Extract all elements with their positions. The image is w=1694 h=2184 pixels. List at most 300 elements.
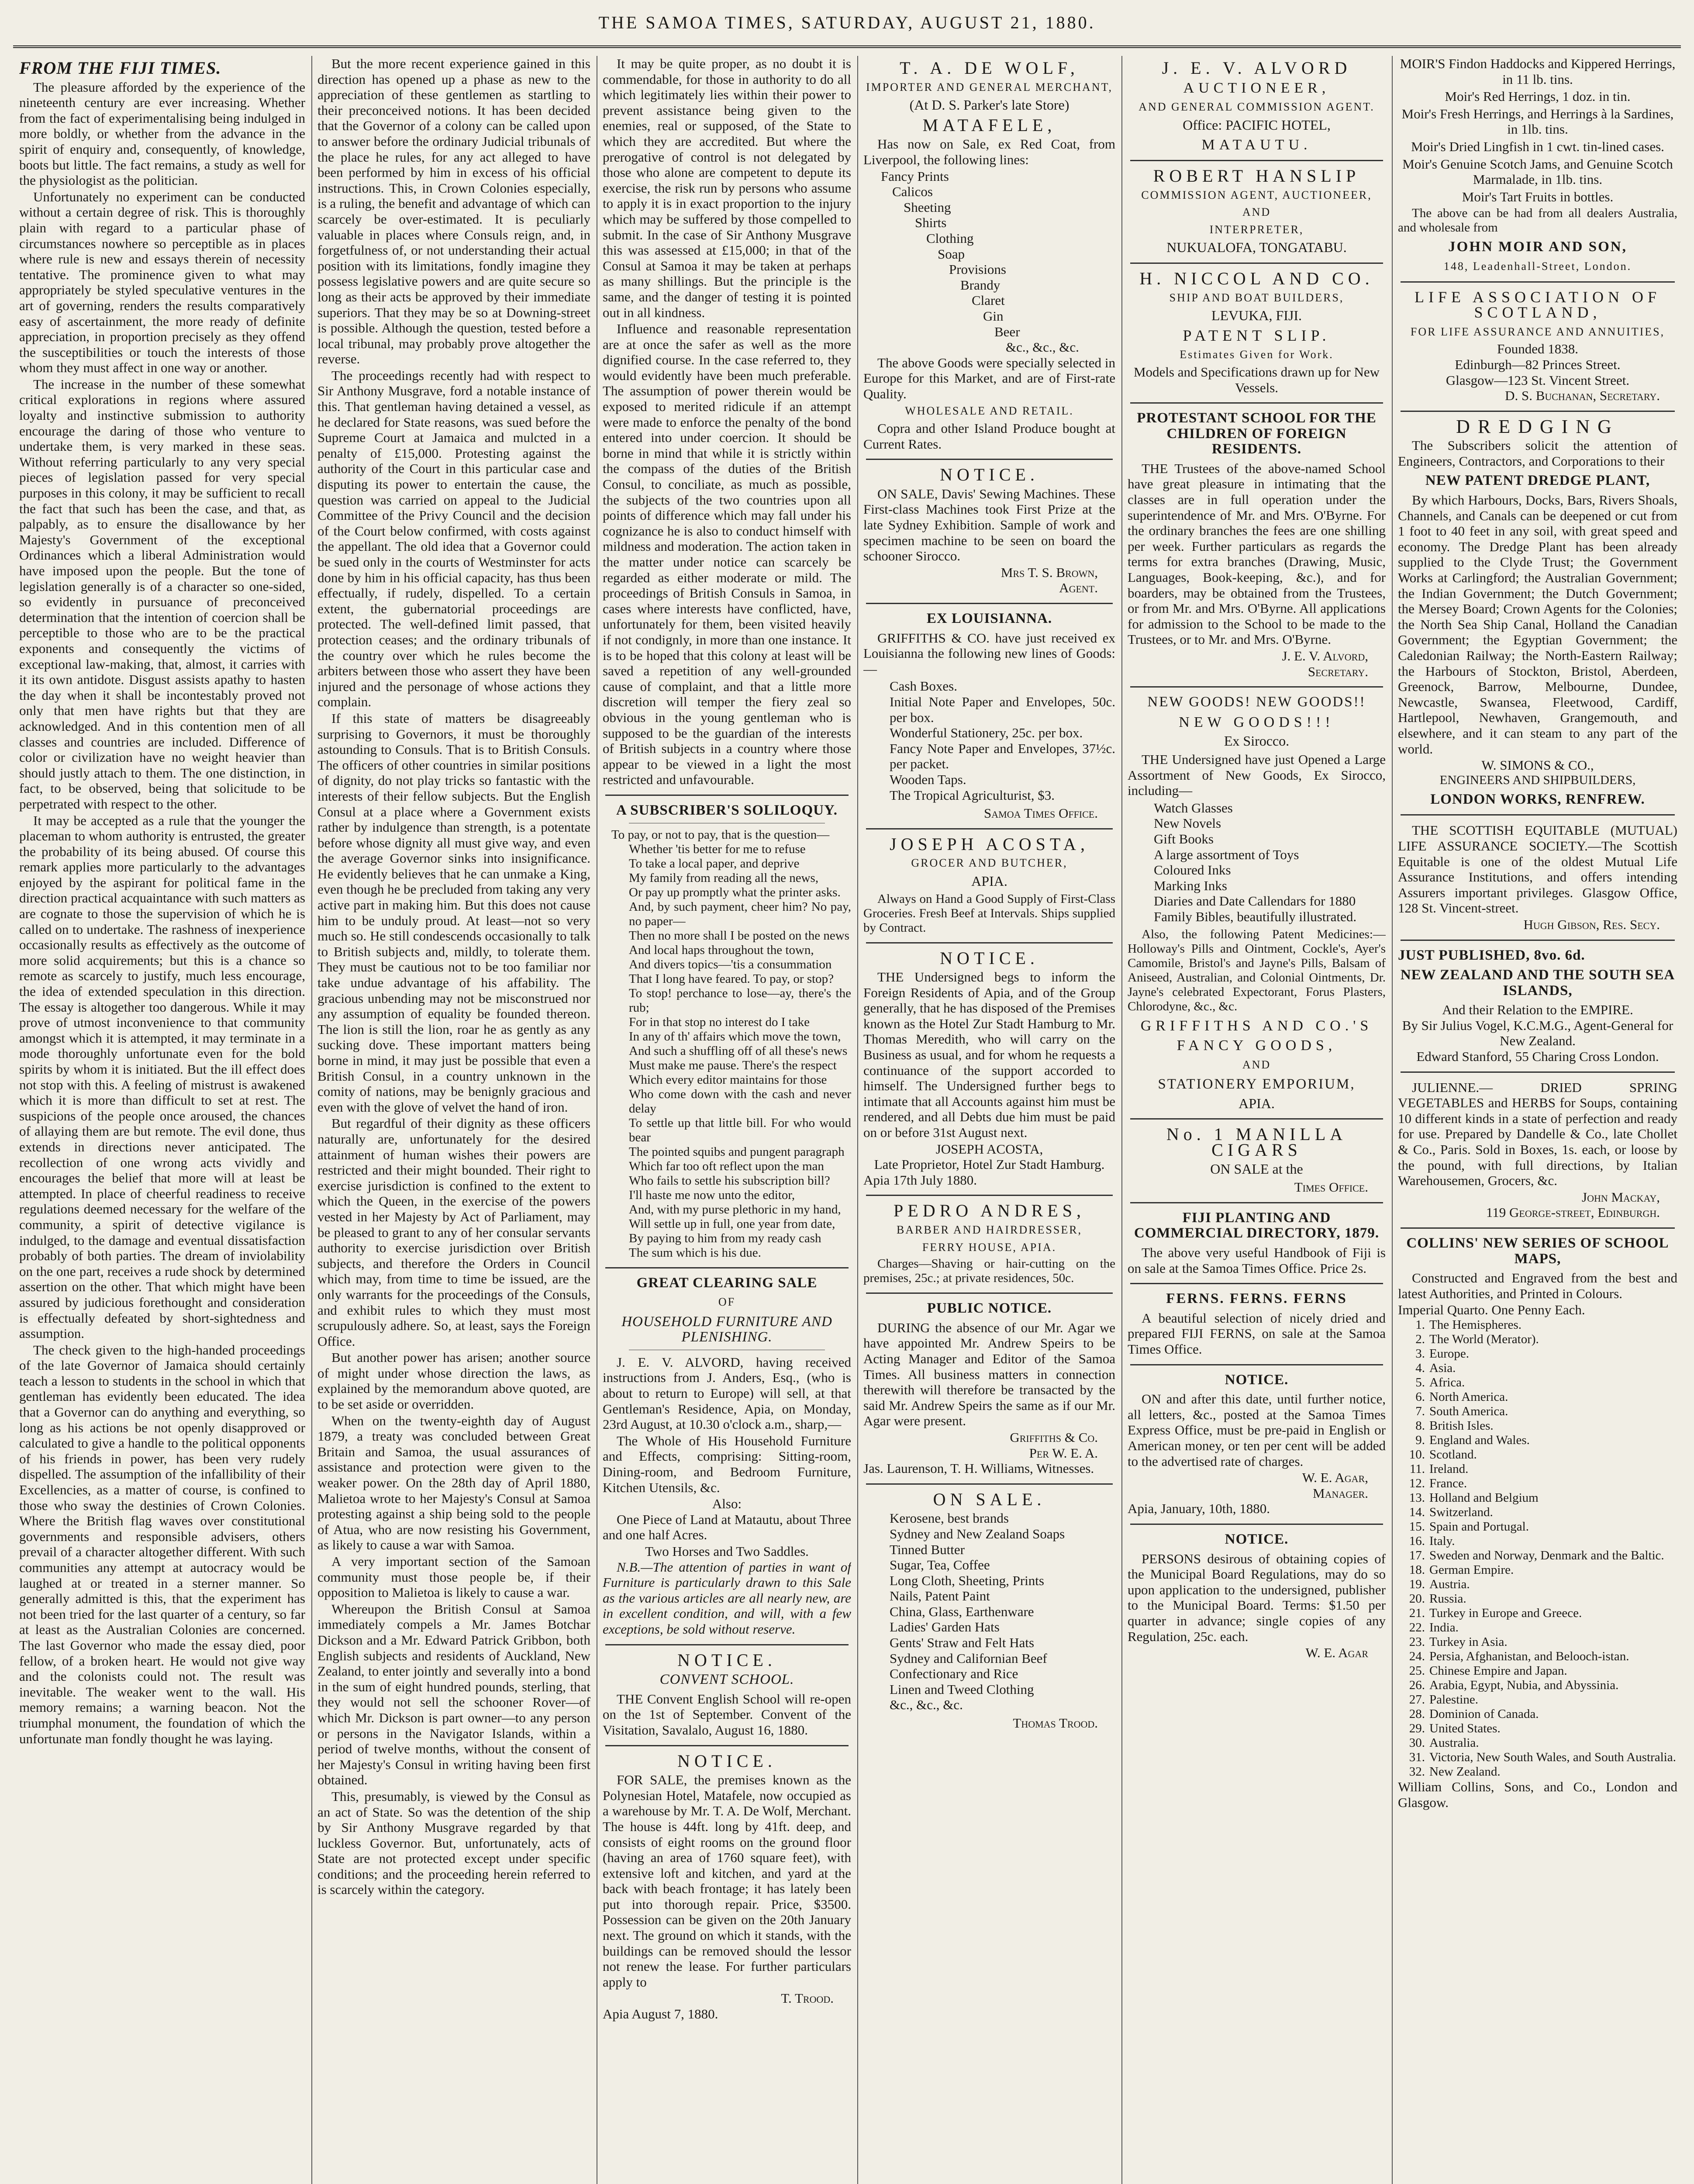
advert-title: ON SALE. [933, 1489, 1046, 1509]
advert-name: J. E. V. ALVORD [1162, 58, 1352, 78]
map-number: 10. [1409, 1447, 1425, 1462]
map-item [1398, 1534, 1677, 1548]
map-title: United States. [1429, 1721, 1501, 1735]
advert-subtitle: GROCER AND BUTCHER, [911, 857, 1068, 870]
map-title: Asia. [1429, 1361, 1456, 1375]
divider [1401, 411, 1675, 412]
map-title: Italy. [1429, 1534, 1455, 1548]
map-title: North America. [1429, 1389, 1508, 1404]
advert-place: NUKUALOFA, TONGATABU. [1166, 239, 1347, 256]
map-number: 29. [1409, 1721, 1425, 1735]
advert-wholesale: WHOLESALE AND RETAIL. [905, 404, 1074, 418]
map-item [1398, 1318, 1677, 1332]
map-number: 13. [1409, 1490, 1425, 1505]
advert-title: NEW GOODS!!! [1179, 714, 1335, 730]
map-title: Australia. [1429, 1735, 1479, 1750]
goods-list [890, 1510, 1115, 1713]
poem-line: I'll haste me now unto the editor, [629, 1188, 795, 1202]
column-1 [19, 56, 305, 2184]
advert-subtitle: IMPORTER AND GENERAL MERCHANT, [866, 80, 1113, 93]
advert-subtitle: Times Office. [1294, 1179, 1368, 1195]
map-number: 9. [1415, 1433, 1425, 1447]
article-paragraph: The proceedings recently had with respect to Sir Anthony Musgrave, ford a notable instance of this. That gentleman having detained a vessel, as he declared for State reasons, was sued before the Supreme Court at Jamaica and mulcted in a penalty of £15,000. Protesting against the authority of the Court in this particular case and disputing its power to entertain the cause, the question was carried on appeal to the Judicial Committee of the Privy Council and the decision of the Court below confirmed, with costs against the appellant. The old idea that a Governor could be sued only in the courts of Westminster for acts done by him in his official capacity, has thus been effectually, if rudely, dispelled. To a certain extent, the gubernatorial proceedings are protected. The well-defined limit passed, that protection ceases; and the ordinary tribunals of the country over which he rules become the arbiters between those who assert they have been injured and the personage of whose actions they complain. [317, 367, 590, 710]
divider [866, 1195, 1113, 1196]
advert-title: No. 1 MANILLA CIGARS [1166, 1124, 1347, 1160]
poem-line: Will settle up in full, one year from date, [629, 1216, 835, 1231]
advert-title: DREDGING [1456, 415, 1619, 437]
map-number: 30. [1409, 1735, 1425, 1750]
advert-note: The above Goods were specially selected in Europe for this Market, and are of First-rate Quality. [863, 355, 1115, 401]
goods-item: Gift Books [1154, 831, 1214, 847]
map-title: Persia, Afghanistan, and Belooch-istan. [1429, 1649, 1629, 1663]
maps-list [1398, 1318, 1677, 1779]
goods-item: The Tropical Agriculturist, $3. [890, 787, 1055, 803]
advert-body: The above very useful Handbook of Fiji is on sale at the Samoa Times Office. Price 2s. [1128, 1245, 1386, 1276]
map-number: 15. [1409, 1519, 1425, 1534]
divider [605, 1267, 849, 1268]
column-3 [603, 56, 851, 2184]
map-title: Austria. [1429, 1577, 1470, 1591]
advert-body: Always on Hand a Good Supply of First-Class Groceries. Fresh Beef at Intervals. Ships supplied by Contract. [863, 892, 1115, 935]
map-title: Switzerland. [1429, 1505, 1493, 1519]
poem-line: And, by such payment, cheer him? No pay, no paper— [629, 899, 851, 928]
goods-item: &c., &c., &c. [890, 1697, 963, 1713]
goods-item: Tinned Butter [890, 1541, 965, 1557]
map-item [1398, 1592, 1677, 1606]
goods-item: &c., &c., &c. [1006, 339, 1079, 355]
sale-items: The Whole of His Household Furniture and Effects, comprising: Sitting-room, Dining-room, and Bedroom Furniture, Kitchen Utensils, &c. [603, 1433, 851, 1495]
poem-line: And, with my purse plethoric in my hand, [629, 1202, 841, 1216]
advert-signature: ENGINEERS AND SHIPBUILDERS, [1439, 773, 1636, 787]
map-item [1398, 1462, 1677, 1476]
advert-address: Edinburgh—82 Princes Street. [1455, 356, 1621, 372]
map-item [1398, 1390, 1677, 1404]
article-title: FROM THE FIJI TIMES. [19, 58, 221, 78]
advert-name: ROBERT HANSLIP [1153, 166, 1360, 186]
goods-item: A large assortment of Toys [1154, 847, 1299, 862]
map-title: New Zealand. [1429, 1764, 1501, 1779]
map-title: Africa. [1429, 1375, 1465, 1389]
map-number: 24. [1409, 1649, 1425, 1663]
notice-witnesses: Jas. Laurenson, T. H. Williams, Witnesses. [863, 1461, 1094, 1476]
map-item [1398, 1693, 1677, 1707]
advert-subtitle: Imperial Quarto. One Penny Each. [1398, 1302, 1585, 1318]
advert-body: Has now on Sale, ex Red Coat, from Liverpool, the following lines: [863, 136, 1115, 167]
map-number: 14. [1409, 1505, 1425, 1519]
advert-name: JOHN MOIR AND SON, [1448, 239, 1627, 255]
map-number: 31. [1409, 1750, 1425, 1764]
map-item [1398, 1664, 1677, 1678]
sale-land: One Piece of Land at Matautu, about Three and one half Acres. [603, 1511, 851, 1543]
divider [866, 942, 1113, 943]
article-paragraph: But another power has arisen; another source of might under whose direction the laws, as explained by the memorandum above quoted, are to be set aside or overridden. [317, 1350, 590, 1412]
map-number: 26. [1409, 1678, 1425, 1692]
goods-item: Fancy Prints [881, 168, 949, 184]
advert-place: FERRY HOUSE, APIA. [922, 1241, 1057, 1254]
notice-body: ON and after this date, until further notice, all letters, &c., posted at the Samoa Times Express Office, must be pre-paid in English or American money, or ten per cent will be added to the advertised rate of charges. [1128, 1391, 1386, 1469]
divider [1401, 1227, 1675, 1229]
notice-signature: Per W. E. A. [1029, 1445, 1098, 1461]
advert-title: EX LOUISIANNA. [926, 611, 1052, 626]
divider [866, 1483, 1113, 1485]
poem-line: Must make me pause. There's the respect [629, 1058, 837, 1072]
advert-signature: 119 George-street, Edinburgh. [1486, 1205, 1660, 1220]
advert-line: Moir's Fresh Herrings, and Herrings à la Sardines, in 1lb. tins. [1401, 106, 1674, 137]
map-title: France. [1429, 1476, 1467, 1490]
advert-office: Office: PACIFIC HOTEL, [1183, 117, 1331, 133]
divider [866, 603, 1113, 604]
article-paragraph: If this state of matters be disagreeably surprising to Governors, it must be thoroughly astounding to Consuls. That is to British Consuls. The officers of other countries in similar positions of dignity, do not play tricks so fantastic with the interests of their fellow subjects. But the English Consul at a place where a Government exists rather by indulgence than strength, is a potentate before whose dignity all must give way, and even the average Governor sinks into insignificance. He evidently believes that he can unmake a King, even though he be precluded from taking any very active part in making him. But this does not cause him to be unduly proud. At least—not so very much so. He still condescends occasionally to talk to British subjects and, mildly, to tolerate them. They must be cautious not to be too familiar nor take undue advantage of his affability. The gracious unbending may not be misconstrued nor any assumption of equality be founded thereon. The lion is still the lion, roar he as gently as any sucking dove. These important matters being borne in mind, it may just be possible that even a British Consul, in a country unknown in the comity of nations, may be benignly gracious and even with the glove of velvet the hand of iron. [317, 710, 590, 1115]
advert-body: A beautiful selection of nicely dried and prepared FIJI FERNS, on sale at the Samoa Times Office. [1128, 1310, 1386, 1357]
goods-item: Diaries and Date Callendars for 1880 [1154, 893, 1356, 909]
advert-subtitle: NEW PATENT DREDGE PLANT, [1425, 473, 1650, 489]
advert-note: The above can be had from all dealers Australia, and wholesale from [1398, 206, 1677, 235]
divider [1130, 1524, 1383, 1525]
map-title: Dominion of Canada. [1429, 1707, 1539, 1721]
advert-address: 148, Leadenhall-Street, London. [1443, 259, 1632, 273]
map-title: Turkey in Europe and Greece. [1429, 1606, 1582, 1620]
divider [1130, 686, 1383, 688]
notice-signature: Manager. [1313, 1485, 1368, 1501]
map-item [1398, 1750, 1677, 1765]
advert-line: Moir's Dried Lingfish in 1 cwt. tin-lined cases. [1411, 138, 1664, 154]
advert-title: PROTESTANT SCHOOL FOR THE CHILDREN OF FOREIGN RESIDENTS. [1137, 410, 1377, 457]
map-title: Palestine. [1429, 1692, 1478, 1707]
goods-item: Clothing [926, 230, 974, 246]
goods-item: Family Bibles, beautifully illustrated. [1154, 909, 1357, 924]
divider [605, 1644, 849, 1645]
poem-line: Then no more shall I be posted on the news [629, 928, 849, 943]
map-number: 2. [1415, 1332, 1425, 1346]
article-paragraph: It may be accepted as a rule that the younger the placeman to whom authority is entrusted, the greater the probability of its being abused. Of course this remark applies more particularly to the advantages enjoyed by the aspirant for political fame in the direction practical acquaintance with such matters as are cognate to those the supervision of which he is called on to undertake. The rashness of inexperience occasionally results as effectively as the outcome of more solid acquirements; but this is a chance so remote as scarcely to justify, much less encourage, the idea of extended speculation in this direction. The essay is altogether too dangerous. While it may prove of utmost inconvenience to that community amongst which it is attempted, it may terminate in a mode thoroughly unfortunate even for the bold spirits by whom it is initiated. But the ill effect does not stop with this. A feeling of mistrust is awakened which it is more than difficult to set at rest. The suspicions of the people once aroused, the chances of allaying them are but remote. The evil done, thus extends in directions never anticipated. The recollection of one wrong acts vividly and encourages the belief that more will at least be attempted. In place of cheerful readiness to receive regulations deemed necessary for the welfare of the community, a spirit of detective vigilance is indulged, to the damage and eventual dissatisfaction probably of both parties. The dream of inviolability on the one part, receives a rude shock by determined assertion on the other. That which might have been assured by judicious forethought and consideration is effectually defeated by short-sightedness and assumption. [19, 812, 305, 1341]
map-number: 19. [1409, 1577, 1425, 1591]
advert-title: FIJI PLANTING AND COMMERCIAL DIRECTORY, 1879. [1134, 1209, 1380, 1241]
notice-signature: Griffiths & Co. [1010, 1429, 1098, 1445]
goods-item: Nails, Patent Paint [890, 1588, 990, 1604]
advert-place: LEVUKA, FIJI. [1211, 308, 1302, 324]
map-item [1398, 1375, 1677, 1390]
goods-item: Watch Glasses [1154, 800, 1233, 816]
poem-line: To stop! perchance to lose—ay, there's the rub; [629, 986, 851, 1015]
advert-author: By Sir Julius Vogel, K.C.M.G., Agent-General for New Zealand. [1402, 1017, 1673, 1049]
map-number: 4. [1415, 1361, 1425, 1375]
map-number: 16. [1409, 1534, 1425, 1548]
goods-item: Sugar, Tea, Coffee [890, 1557, 990, 1573]
map-item [1398, 1563, 1677, 1577]
advert-title: COLLINS' NEW SERIES OF SCHOOL MAPS, [1406, 1235, 1669, 1267]
notice-title: NOTICE. [1225, 1372, 1289, 1388]
notice-signature: Mrs T. S. Brown, [1001, 564, 1098, 580]
map-item [1398, 1361, 1677, 1375]
notice-signature: W. E. Agar [1305, 1645, 1368, 1661]
poem-line: Who fails to settle his subscription bill? [629, 1173, 830, 1188]
map-item [1398, 1505, 1677, 1520]
map-number: 27. [1409, 1692, 1425, 1707]
advert-signature: Hugh Gibson, Res. Secy. [1523, 916, 1660, 932]
poem-line: And local haps throughout the town, [629, 943, 814, 957]
poem-line: And divers topics—'tis a consummation [629, 957, 832, 971]
notice-body: PERSONS desirous of obtaining copies of the Municipal Board Regulations, may do so upon application to the undersigned, publisher to the Municipal Board. Terms: $1.50 per quarter in advance; single copies of any Regulation, 25c. each. [1128, 1551, 1386, 1644]
advert-title: NEW ZEALAND AND THE SOUTH SEA ISLANDS, [1400, 967, 1675, 999]
map-title: Arabia, Egypt, Nubia, and Abyssinia. [1429, 1678, 1619, 1692]
notice-body: ON SALE, Davis' Sewing Machines. These First-class Machines took First Prize at the late Sydney Exhibition. Sample of work and specimen machine to be seen on board the schooner Sirocco. [863, 486, 1115, 564]
poem-line: To settle up that little bill. For who would bear [629, 1116, 851, 1144]
goods-item: Sydney and Californian Beef [890, 1650, 1047, 1666]
map-number: 21. [1409, 1606, 1425, 1620]
poem-line: My family from reading all the news, [629, 871, 819, 885]
column-5 [1128, 56, 1386, 2184]
notice-title: NOTICE. [1225, 1531, 1289, 1547]
poem-line: For in that stop no interest do I take [629, 1015, 810, 1029]
advert-subtitle: ON SALE at the [1210, 1161, 1303, 1177]
advert-subtitle: AND GENERAL COMMISSION AGENT. [1139, 100, 1375, 114]
poem-line: By paying to him from my ready cash [629, 1231, 821, 1245]
poem-line: To pay, or not to pay, that is the question— [611, 827, 830, 842]
map-item [1398, 1765, 1677, 1779]
divider [1401, 281, 1675, 283]
notice-title: NOTICE. [940, 465, 1039, 485]
goods-item: Coloured Inks [1154, 862, 1231, 878]
map-item [1398, 1332, 1677, 1347]
map-item [1398, 1476, 1677, 1491]
notice-subtitle: CONVENT SCHOOL. [659, 1672, 794, 1688]
advert-body: GRIFFITHS & CO. have just received ex Louisianna the following new lines of Goods:— [863, 630, 1115, 677]
map-item [1398, 1649, 1677, 1664]
advert-title: GRIFFITHS AND CO.'S [1140, 1017, 1373, 1034]
notice-title: PUBLIC NOTICE. [927, 1300, 1052, 1317]
map-item [1398, 1404, 1677, 1419]
advert-subtitle: AUCTIONEER, [1183, 79, 1330, 96]
map-item [1398, 1721, 1677, 1736]
map-item [1398, 1520, 1677, 1534]
divider [1130, 402, 1383, 404]
goods-item: Kerosene, best brands [890, 1510, 1009, 1526]
notice-signature: JOSEPH ACOSTA, [935, 1141, 1043, 1157]
advert-body: The Subscribers solicit the attention of Engineers, Contractors, and Corporations to their [1398, 438, 1677, 469]
goods-item: Provisions [949, 262, 1006, 277]
column-4 [863, 56, 1115, 2184]
map-number: 3. [1415, 1346, 1425, 1361]
advert-place: MATAFELE, [922, 115, 1056, 135]
goods-item: Cash Boxes. [890, 678, 957, 694]
divider [866, 828, 1113, 829]
advert-copra: Copra and other Island Produce bought at Current Rates. [863, 421, 1115, 452]
map-item [1398, 1577, 1677, 1592]
sale-nb: N.B.—The attention of parties in want of Furniture is particularly drawn to this Sale as the various articles are all nearly new, are in excellent condition, and will, with a few exceptions, be sold without reserve. [603, 1559, 851, 1637]
advert-subtitle: Ex Sirocco. [1224, 733, 1290, 749]
map-item [1398, 1491, 1677, 1505]
divider [1130, 263, 1383, 264]
goods-item: Wonderful Stationery, 25c. per box. [890, 725, 1083, 741]
poem-line: Or pay up promptly what the printer asks. [629, 885, 841, 899]
map-title: Chinese Empire and Japan. [1429, 1663, 1567, 1678]
map-item [1398, 1448, 1677, 1462]
advert-name: T. A. DE WOLF, [900, 58, 1079, 78]
divider [1401, 1071, 1675, 1073]
divider [1130, 1118, 1383, 1120]
map-title: Spain and Portugal. [1429, 1519, 1529, 1534]
advert-place: MATAUTU. [1201, 137, 1312, 153]
advert-subtitle: COMMISSION AGENT, AUCTIONEER, [1141, 188, 1372, 201]
map-number: 17. [1409, 1548, 1425, 1562]
map-number: 28. [1409, 1707, 1425, 1721]
map-title: England and Wales. [1429, 1433, 1530, 1447]
divider [1130, 160, 1383, 161]
advert-note: Also, the following Patent Medicines:—Holloway's Pills and Ointment, Cockle's, Ayer's Camomile, Bristol's and Jayne's Pills, Balsam of Aniseed, Australian, and Colonial Ointments, Dr. Jayne's celebrated Expectorant, Forus Plasters, Chlorodyne, &c., &c. [1128, 927, 1386, 1013]
map-title: The Hemispheres. [1429, 1317, 1521, 1332]
map-title: German Empire. [1429, 1562, 1514, 1577]
masthead-rule [13, 45, 1681, 48]
sale-title: GREAT CLEARING SALE [636, 1275, 818, 1291]
article-paragraph: The increase in the number of these somewhat critical explorations in regions where assured loyalty and instinctive submission to authority encourage the daring of those who venture to undertake them, is very marked in these seas. Without referring particularly to any very special pieces of legislation passed for very special purposes in this colony, it may be sufficient to recall the fact that such has been the case, and that, as palpably, as to ensure the disallowance by her Majesty's Government of the exceptional Ordinances which a liberal Administration would have imposed upon the people. But the tone of legislation generally is of a character so one-sided, so evidently in pursuance of preconceived determination that the intention of coercion shall be perceptible to those who are to be the practical exponents and consequently the victims of exceptional law-making, that, almost, it carries with it its own antidote. Disgust assists apathy to hasten the day when it shall be incontestably proved not only that men have rights but that they are acknowledged. And in this contention men of all classes and countries are included. Difference of color or civilization have no weight heavier than should justly attach to them. The one distinction, in fact, to be observed, being that solicitude to be perpetrated with respect to the other. [19, 376, 305, 812]
map-title: Scotland. [1429, 1447, 1477, 1462]
map-item [1398, 1707, 1677, 1721]
map-title: Holland and Belgium [1429, 1490, 1539, 1505]
article-paragraph: When on the twenty-eighth day of August 1879, a treaty was concluded between Great Britain and Samoa, the usual assurances of assistance and protection were given to the weaker power. On the 28th day of April 1880, Malietoa wrote to her Majesty's Consul at Samoa protesting against a ship being sold to the people of Atua, who are now resisting his Government, as likely to cause a war with Samoa. [317, 1413, 590, 1553]
poem-line: Whether 'tis better for me to refuse [629, 842, 806, 856]
column-6 [1398, 56, 1677, 2184]
map-title: British Isles. [1429, 1418, 1494, 1433]
notice-date: Apia, January, 10th, 1880. [1128, 1501, 1270, 1517]
masthead: THE SAMOA TIMES, SATURDAY, AUGUST 21, 1880. [598, 13, 1096, 32]
poem-line: Which far too oft reflect upon the man [629, 1159, 824, 1173]
advert-title: FERNS. FERNS. FERNS [1166, 1291, 1347, 1307]
advert-body: JULIENNE.— DRIED SPRING VEGETABLES and HERBS for Soups, containing 10 different kinds in a state of perfection and ready for use. Prepared by Dandelle & Co., late Chollet & Co., Paris. Sold in Boxes, 1s. each, or loose by the pound, with full directions, by Italian Warehousemen, Grocers, &c. [1398, 1079, 1677, 1189]
divider [1401, 940, 1675, 941]
notice-signature: Agent. [1059, 580, 1098, 596]
notice-signature: T. Trood. [781, 1990, 834, 2006]
advert-body: By which Harbours, Docks, Bars, Rivers Shoals, Channels, and Canals can be deepened or cut from 1 foot to 40 feet in any soil, with great speed and economy. The Dredge Plant has been already supplied to the Clyde Trust; the Government Works at Carlingford; the Australian Government; the Indian Government; the Dutch Government; the Mersey Board; Crown Agents for the Colonies; the North Sea Ship Canal, Holland the Canadian Government; the Egyptian Government; the Caledonian Railway; the North-Eastern Railway; the Harbours of Stockton, Bristol, Aberdeen, Greenock, Barrow, Melbourne, Dundee, Newcastle, Swansea, Fleetwood, Cardiff, Hartlepool, Newhaven, Grangemouth, and elsewhere, and it can steam to any part of the world. [1398, 492, 1677, 757]
advert-signature: John Mackay, [1582, 1189, 1660, 1205]
advert-name: JOSEPH ACOSTA, [890, 834, 1089, 854]
column-rule [857, 56, 858, 2184]
advert-signature: Secretary. [1308, 663, 1368, 679]
map-number: 32. [1409, 1764, 1425, 1779]
map-number: 5. [1415, 1375, 1425, 1389]
notice-signature: W. E. Agar, [1302, 1470, 1368, 1486]
article-paragraph: But regardful of their dignity as these officers naturally are, unfortunately for the desired attainment of human wishes their powers are restricted and their might bounded. Their right to exercise jurisdiction is confined to the extent to which the Queen, in the exercise of the powers vested in her Majesty by Act of Parliament, may be pleased to grant to any of her consular servants authority to exercise jurisdiction over British subjects, and therefore the Orders in Council which may, from time to time be issued, are the only warrants for the proceedings of the Consuls, and exhibit rules to which they must most scrupulously adhere. So, at least, says the Foreign Office. [317, 1116, 590, 1349]
map-title: The World (Merator). [1429, 1332, 1539, 1346]
article-paragraph: The pleasure afforded by the experience of the nineteenth century are ever increasing. Whether from the fact of experimentalising being indulged in more boldly, or whether from the advance in the spirit of enquiry and, consequently, of knowledge, boots but little. The fact remains, a study as well for the physiologist as the politician. [19, 79, 305, 188]
goods-item: Gents' Straw and Felt Hats [890, 1635, 1035, 1651]
sale-also: Also: [712, 1496, 742, 1512]
poem-line: That I long have feared. To pay, or stop? [629, 971, 834, 986]
map-title: Sweden and Norway, Denmark and the Baltic. [1429, 1548, 1664, 1562]
advert-name: PEDRO ANDRES, [894, 1201, 1085, 1221]
map-item [1398, 1548, 1677, 1563]
advert-body: Constructed and Engraved from the best and latest Authorities, and Printed in Colours. [1398, 1270, 1677, 1301]
advert-body: THE Trustees of the above-named School have great pleasure in intimating that the classes are in full operation under the superintendence of Mr. and Mrs. O'Byrne. For the ordinary branches the fees are one shilling per week. Further particulars as regards the terms for extra branches (Drawing, Music, Languages, Book-keeping, &c.), and for boarders, may be obtained from the Trustees, or from Mr. and Mrs. O'Byrne. All applications for admission to the School to be made to the Trustees, or to Mr. and Mrs. O'Byrne. [1128, 460, 1386, 647]
advert-subtitle: BARBER AND HAIRDRESSER, [896, 1223, 1083, 1236]
map-item [1398, 1635, 1677, 1649]
advert-title: FANCY GOODS, [1176, 1037, 1337, 1054]
column-rule [311, 56, 312, 2184]
advert-line: MOIR'S Findon Haddocks and Kippered Herrings, in 11 lb. tins. [1400, 56, 1676, 87]
poem-line: The sum which is his due. [629, 1245, 761, 1260]
advert-place: APIA. [971, 873, 1007, 889]
advert-body: Charges—Shaving or hair-cutting on the premises, 25c.; at private residences, 50c. [863, 1257, 1115, 1286]
notice-signature: Late Proprietor, Hotel Zur Stadt Hamburg. [874, 1157, 1105, 1172]
goods-item: Brandy [960, 277, 1001, 293]
divider [1130, 1202, 1383, 1203]
map-number: 25. [1409, 1663, 1425, 1678]
advert-signature: Samoa Times Office. [984, 805, 1098, 821]
divider [1130, 1364, 1383, 1365]
poem-line: The pointed squibs and pungent paragraph [629, 1144, 845, 1159]
notice-title: NOTICE. [677, 1650, 776, 1670]
map-title: Turkey in Asia. [1429, 1635, 1508, 1649]
advert-subtitle: SHIP AND BOAT BUILDERS, [1169, 291, 1344, 304]
goods-item: Wooden Taps. [890, 771, 966, 787]
map-title: South America. [1429, 1404, 1508, 1418]
advert-note: Models and Specifications drawn up for New Vessels. [1133, 364, 1380, 395]
poem-line: Who come down with the cash and never delay [629, 1087, 851, 1116]
goods-item: Sydney and New Zealand Soaps [890, 1526, 1065, 1541]
map-number: 7. [1415, 1404, 1425, 1418]
advert-signature: Thomas Trood. [1013, 1715, 1098, 1731]
advert-signature: W. SIMONS & CO., [1481, 757, 1594, 773]
advert-line: Moir's Tart Fruits in bottles. [1462, 189, 1614, 204]
notice-body: DURING the absence of our Mr. Agar we have appointed Mr. Andrew Speirs to be Acting Manager and Editor of the Samoa Times. All business matters in connection therewith will therefore be transacted by the said Mr. Andrew Speirs the same as if our Mr. Agar were present. [863, 1320, 1115, 1429]
advert-and: AND [1242, 1058, 1271, 1071]
notice-title: NOTICE. [677, 1751, 776, 1771]
map-title: Russia. [1429, 1591, 1466, 1606]
notice-title: NOTICE. [940, 948, 1039, 968]
sale-body: J. E. V. ALVORD, having received instructions from J. Anders, Esq., (who is about to return to Europe) will sell, at that Gentleman's Residence, Apia, on Monday, 23rd August, at 10.30 o'clock a.m., sharp,— [603, 1354, 851, 1432]
advert-founded: Founded 1838. [1497, 341, 1578, 357]
column-rule [1121, 56, 1122, 2184]
goods-item: China, Glass, Earthenware [890, 1603, 1034, 1619]
map-number: 18. [1409, 1562, 1425, 1577]
map-number: 6. [1415, 1389, 1425, 1404]
advert-slip: PATENT SLIP. [1183, 326, 1331, 344]
map-item [1398, 1736, 1677, 1750]
map-number: 12. [1409, 1476, 1425, 1490]
advert-line: Moir's Red Herrings, 1 doz. in tin. [1445, 89, 1631, 104]
notice-date: Apia 17th July 1880. [863, 1172, 977, 1188]
poem [603, 828, 851, 1260]
article-paragraph: Unfortunately no experiment can be conducted without a certain degree of risk. This is thoroughly plain with regard to a particular phase of circumstances nowhere so perceptible as in places where rule is new and essays therein of necessity tentative. The prominence given to what may appropriately be styled speculative ventures in the art of governing, renders the results comparatively easy of ascertainment, the more ready of definite appreciation, in proportion precisely as they offend the susceptibilities or touch the interests of those whom they must affect in one way or another. [19, 189, 305, 376]
map-item [1398, 1621, 1677, 1635]
article-paragraph: A very important section of the Samoan community must those people be, if their opposition to Malietoa is likely to cause a war. [317, 1554, 590, 1600]
advert-title: JUST PUBLISHED, 8vo. 6d. [1398, 947, 1585, 963]
map-title: Victoria, New South Wales, and South Australia. [1429, 1750, 1676, 1764]
goods-item: Beer [994, 324, 1020, 339]
advert-body: THE Undersigned have just Opened a Large Assortment of New Goods, Ex Sirocco, including— [1128, 751, 1386, 798]
divider [605, 1745, 849, 1746]
advert-and: AND [1242, 206, 1271, 219]
divider [605, 795, 849, 796]
advert-title: STATIONERY EMPORIUM, [1158, 1076, 1356, 1092]
goods-list [890, 678, 1115, 803]
map-number: 1. [1415, 1317, 1425, 1332]
goods-item: Calicos [892, 184, 933, 200]
goods-item: New Novels [1154, 816, 1221, 831]
map-title: Ireland. [1429, 1462, 1469, 1476]
column-2 [317, 56, 590, 2184]
goods-item: Gin [983, 308, 1004, 324]
article-paragraph: The check given to the high-handed proceedings of the late Governor of Jamaica should certainly teach a lesson to students in the school in which that gentleman has evidently been educated. The idea that a Governor can do anything and everything, so long as his actions be not openly disapproved or calculated to give a handle to the political opponents of his friends in power, has been very rudely dispelled. The assumption of the infallibility of their Excellencies, as a matter of course, is confined to those who sway the destinies of Crown Colonies. Where the British flag waves over constitutional governments and responsible advisers, others prevail of a character altogether different. With such communities any attempt at autocracy would be laughed at or treated in a sterner manner. So generally admitted is this, that the experiment has not been tried for the last quarter of a century, so far at least as the Australian Colonies are concerned. The last Governor who made the essay died, poor fellow, of a broken heart. He would not give way and the colonists could not. The result was inevitable. The weaker went to the wall. His memory remains; a warning beacon. Not the triumphal monument, the foundation of which the unfortunate man fondly thought he was laying. [19, 1342, 305, 1746]
advert-estimates: Estimates Given for Work. [1180, 348, 1334, 361]
sale-horses: Two Horses and Two Saddles. [645, 1544, 809, 1559]
moir-advert [1398, 56, 1677, 204]
map-title: India. [1429, 1620, 1459, 1635]
map-item [1398, 1606, 1677, 1621]
advert-signature: J. E. V. Alvord, [1282, 648, 1368, 663]
map-item [1398, 1678, 1677, 1693]
goods-item: Fancy Note Paper and Envelopes, 37½c. per packet. [890, 740, 1115, 772]
advert-signature: William Collins, Sons, and Co., London and Glasgow. [1398, 1779, 1677, 1810]
